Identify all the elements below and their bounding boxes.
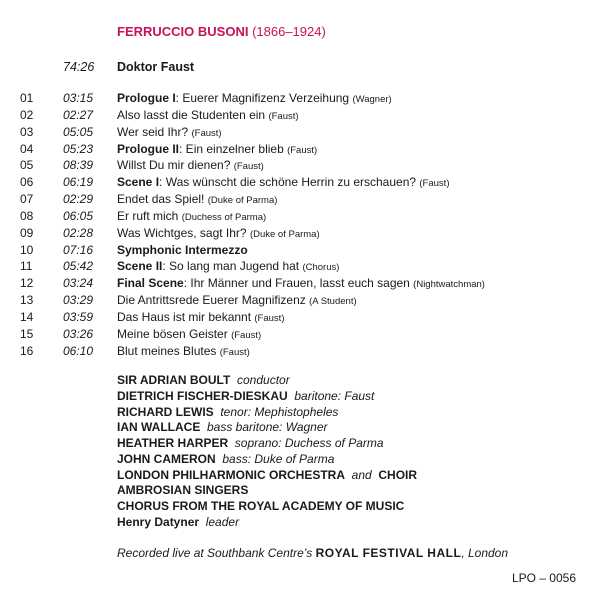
track-section-label: Prologue II [117, 141, 180, 156]
performer-role: conductor [237, 373, 290, 387]
credit-line [117, 499, 417, 515]
track-title-text: : Was wünscht die schöne Herrin zu erschauen? [159, 175, 420, 190]
performer-name: RICHARD LEWIS [117, 404, 214, 419]
track-row [0, 242, 600, 259]
track-number: 10 [20, 242, 34, 257]
track-title [117, 343, 250, 362]
track-role: (Duke of Parma) [249, 228, 320, 240]
performer-role: soprano: Duchess of Parma [234, 436, 384, 450]
track-number: 02 [20, 107, 34, 122]
track-row [0, 124, 600, 141]
track-role: (Chorus) [302, 262, 340, 274]
track-title-text: : Ihr Männer und Frauen, lasst euch sagen [183, 276, 414, 291]
track-section-label: Prologue I [117, 91, 176, 105]
track-duration: 03:26 [63, 326, 94, 341]
track-duration: 06:19 [63, 175, 94, 190]
track-number: 13 [20, 293, 34, 308]
track-duration: 05:42 [63, 259, 94, 274]
track-row [0, 258, 600, 275]
work-title: Doktor Faust [117, 60, 195, 74]
track-row [0, 275, 600, 292]
track-title-text: Was Wichtges, sagt Ihr? [117, 225, 250, 240]
track-number: 09 [20, 225, 34, 240]
work-heading [0, 60, 600, 78]
track-title-text: Er ruft mich [117, 208, 182, 223]
performer-role: bass baritone: Wagner [207, 420, 328, 435]
track-title-text: Die Antrittsrede Euerer Magnifizenz [117, 293, 310, 308]
track-title-text: Also lasst die Studenten ein [117, 107, 269, 122]
track-title-text: Blut meines Blutes [117, 343, 220, 358]
credit-line [117, 452, 417, 468]
track-number: 07 [20, 192, 34, 207]
credit-line [117, 405, 417, 421]
track-duration: 02:28 [63, 225, 94, 240]
performer-role: and [351, 467, 372, 482]
performer-name: Henry Datyner [117, 514, 200, 529]
track-row [0, 107, 600, 124]
track-role: (Faust) [191, 127, 222, 139]
track-number: 16 [20, 343, 34, 358]
recording-note-suffix: , London [461, 546, 509, 560]
recording-note [117, 546, 508, 560]
track-section-label: Final Scene [117, 276, 184, 291]
track-row [0, 292, 600, 309]
track-section-label: Scene II [117, 259, 163, 274]
track-row [0, 90, 600, 107]
recording-note-prefix: Recorded live at Southbank Centre’s [117, 546, 316, 560]
track-title-text: Endet das Spiel! [117, 192, 208, 207]
performer-name: DIETRICH FISCHER-DIESKAU [117, 388, 288, 403]
track-duration: 08:39 [63, 158, 94, 173]
track-section-label: Symphonic Intermezzo [117, 242, 248, 257]
performer-role: tenor: Mephistopheles [220, 404, 339, 419]
credit-line [117, 436, 417, 452]
credit-line [117, 373, 417, 389]
track-role: (Faust) [233, 161, 264, 173]
track-number: 03 [20, 124, 34, 139]
credit-line [117, 468, 417, 484]
track-duration: 03:24 [63, 276, 94, 291]
track-duration: 03:15 [63, 91, 94, 105]
performer-name: JOHN CAMERON [117, 451, 216, 466]
track-title-text: Das Haus ist mir bekannt [117, 309, 255, 324]
track-duration: 06:05 [63, 208, 94, 223]
track-role: (Faust) [231, 329, 262, 341]
track-row [0, 157, 600, 174]
credits-list [117, 373, 417, 531]
track-number: 08 [20, 208, 34, 223]
performer-name: SIR ADRIAN BOULT [117, 373, 231, 387]
track-number: 04 [20, 141, 34, 156]
track-duration: 03:59 [63, 309, 94, 324]
track-row [0, 174, 600, 191]
track-section-label: Scene I [117, 175, 160, 190]
track-role: (Faust) [254, 312, 285, 324]
track-role: (Faust) [287, 144, 318, 156]
credit-line [117, 515, 417, 531]
track-duration: 07:16 [63, 242, 94, 257]
track-row [0, 208, 600, 225]
track-role: (Nightwatchman) [413, 279, 485, 291]
performer-role: bass: Duke of Parma [222, 451, 335, 466]
track-title-text: Wer seid Ihr? [117, 124, 192, 139]
catalog-number: LPO – 0056 [511, 571, 576, 585]
track-role: (Faust) [268, 110, 299, 122]
track-duration: 02:27 [63, 107, 94, 122]
performer-name: HEATHER HARPER [117, 436, 229, 450]
performer-role: baritone: Faust [294, 388, 375, 403]
track-number: 15 [20, 326, 34, 341]
track-role: (A Student) [309, 296, 357, 308]
track-row [0, 141, 600, 158]
track-duration: 05:23 [63, 141, 94, 156]
credit-line [117, 389, 417, 405]
track-row [0, 343, 600, 360]
track-role: (Duchess of Parma) [181, 211, 267, 223]
track-duration: 03:29 [63, 293, 94, 308]
track-number: 12 [20, 276, 34, 291]
performer-name: AMBROSIAN SINGERS [117, 483, 249, 498]
track-role: (Duke of Parma) [207, 195, 278, 207]
recording-venue: ROYAL FESTIVAL HALL [315, 546, 462, 560]
performer-name: CHOIR [378, 467, 418, 482]
track-title-text: : Euerer Magnifizenz Verzeihung [175, 91, 353, 105]
track-number: 01 [20, 91, 34, 105]
track-title-text: Willst Du mir dienen? [117, 158, 234, 173]
track-duration: 06:10 [63, 343, 94, 358]
track-number: 06 [20, 175, 34, 190]
track-number: 05 [20, 158, 34, 173]
track-duration: 05:05 [63, 124, 94, 139]
track-title [117, 242, 248, 259]
track-role: (Faust) [219, 346, 250, 358]
track-row [0, 191, 600, 208]
performer-role: leader [205, 514, 240, 529]
track-role: (Wagner) [352, 94, 392, 105]
composer-name: FERRUCCIO BUSONI [117, 24, 249, 39]
track-title-text: Meine bösen Geister [117, 326, 232, 341]
track-title-text: : So lang man Jugend hat [162, 259, 303, 274]
track-number: 11 [20, 259, 33, 274]
track-number: 14 [20, 309, 34, 324]
performer-name: LONDON PHILHARMONIC ORCHESTRA [117, 467, 345, 482]
track-title-text: : Ein einzelner blieb [179, 141, 288, 156]
work-duration: 74:26 [63, 60, 95, 74]
track-role: (Faust) [419, 178, 450, 190]
performer-name: IAN WALLACE [117, 420, 201, 435]
track-duration: 02:29 [63, 192, 94, 207]
credit-line [117, 483, 417, 499]
track-row [0, 225, 600, 242]
track-row [0, 326, 600, 343]
composer-heading [117, 24, 326, 39]
track-row [0, 309, 600, 326]
composer-dates: (1866–1924) [252, 24, 326, 39]
track-list [0, 90, 600, 360]
credit-line [117, 420, 417, 436]
performer-name: CHORUS FROM THE ROYAL ACADEMY OF MUSIC [117, 499, 405, 513]
